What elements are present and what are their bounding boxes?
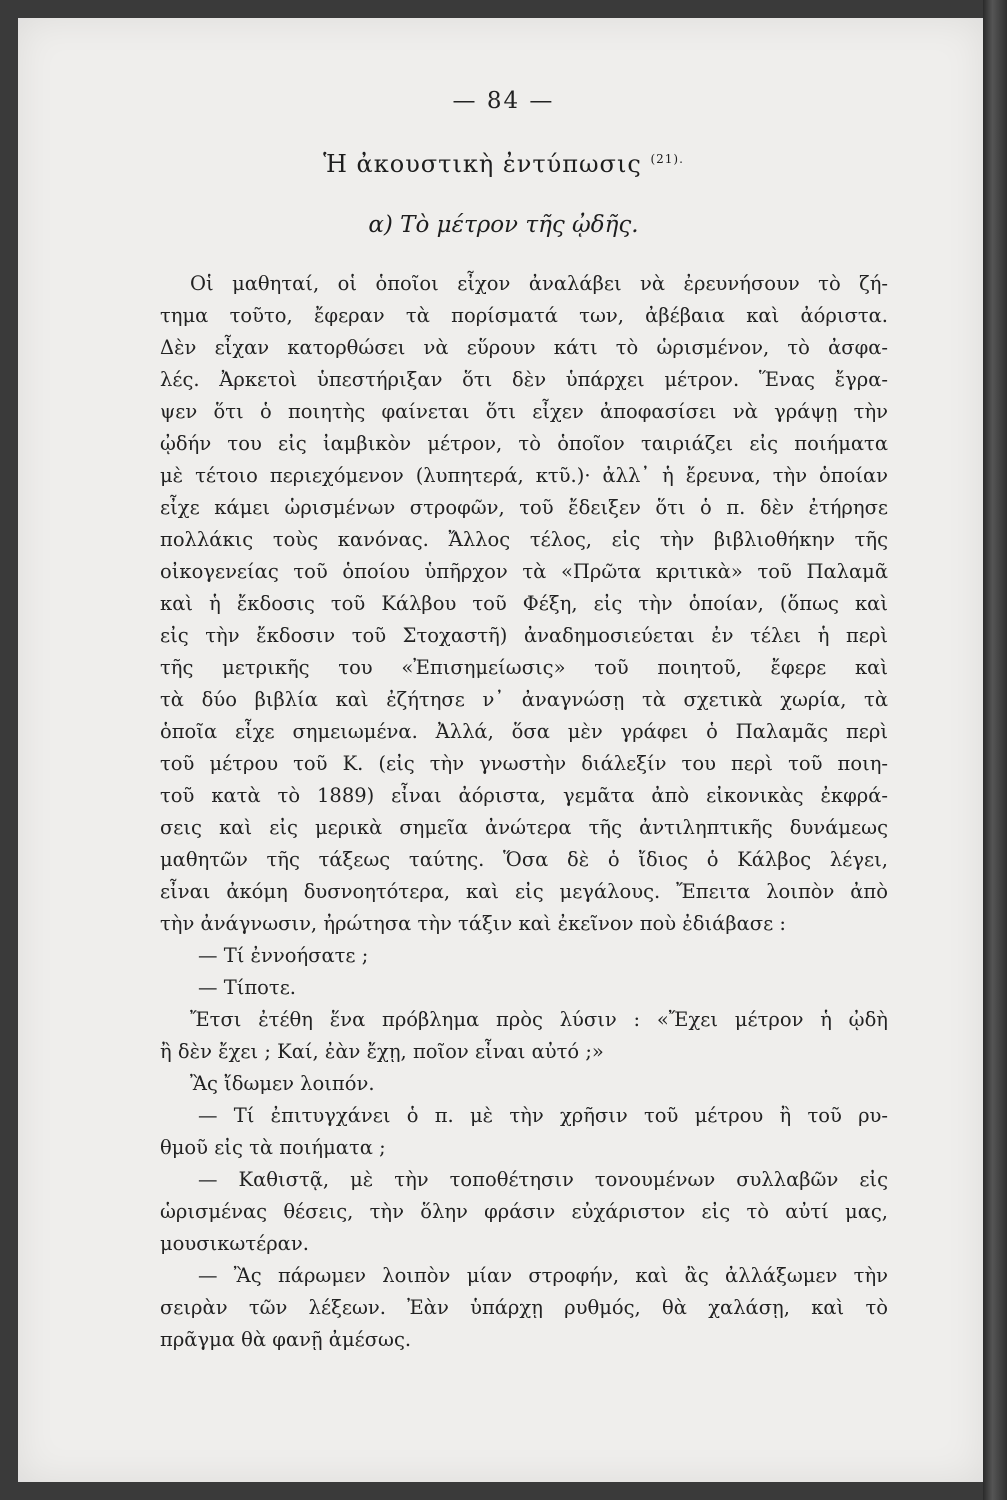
body-text (160, 268, 888, 1356)
text-line: μὲ τέτοιο περιεχόμενον (λυπητερά, κτῦ.)· ἀλλ᾽ ἡ ἔρευνα, τὴν ὁποίαν (160, 464, 888, 487)
text-line: τῆς μετρικῆς του «Ἐπισημείωσις» τοῦ ποιητοῦ, ἔφερε καὶ (160, 656, 888, 679)
text-line: λές. Ἀρκετοὶ ὑπεστήριξαν ὅτι δὲν ὑπάρχει μέτρον. Ἕνας ἔγρα- (160, 368, 888, 391)
text-line: ἢ δὲν ἔχει ; Καί, ἐὰν ἔχῃ, ποῖον εἶναι αὐτό ;» (160, 1040, 604, 1063)
text-line: πρᾶγμα θὰ φανῇ ἀμέσως. (160, 1328, 412, 1351)
text-line: τὴν ἀνάγνωσιν, ἠρώτησα τὴν τάξιν καὶ ἐκεῖνον ποὺ ἐδιάβασε : (160, 912, 786, 935)
dialogue-line: — Ἂς πάρωμεν λοιπὸν μίαν στροφήν, καὶ ἂς ἀλλάξωμεν τὴν (198, 1264, 888, 1287)
text-line: Ἔτσι ἐτέθη ἕνα πρόβλημα πρὸς λύσιν : «Ἔχει μέτρον ἡ ᾠδὴ (190, 1008, 888, 1031)
section-title-text: Ἡ ἀκουστικὴ ἐντύπωσις (323, 150, 642, 178)
text-line: θμοῦ εἰς τὰ ποιήματα ; (160, 1136, 386, 1159)
text-line: τὰ δύο βιβλία καὶ ἐζήτησε ν᾽ ἀναγνώσῃ τὰ σχετικὰ χωρία, τὰ (160, 688, 888, 711)
section-title (0, 150, 1007, 178)
dialogue-line: — Τί ἐπιτυγχάνει ὁ π. μὲ τὴν χρῆσιν τοῦ μέτρου ἢ τοῦ ρυ- (198, 1104, 888, 1127)
text-line: μαθητῶν τῆς τάξεως ταύτης. Ὅσα δὲ ὁ ἴδιος ὁ Κάλβος λέγει, (160, 848, 888, 871)
text-line: ὁποῖα εἶχε σημειωμένα. Ἀλλά, ὅσα μὲν γράφει ὁ Παλαμᾶς περὶ (160, 720, 888, 743)
dialogue-line: — Τίποτε. (198, 976, 296, 999)
text-line: τοῦ μέτρου τοῦ Κ. (εἰς τὴν γνωστὴν διάλεξίν του περὶ τοῦ ποιη- (160, 752, 888, 775)
text-line: Ἂς ἴδωμεν λοιπόν. (190, 1072, 375, 1095)
text-line: τημα τοῦτο, ἔφεραν τὰ πορίσματά των, ἀβέβαια καὶ ἀόριστα. (160, 304, 888, 327)
text-line: Δὲν εἶχαν κατορθώσει νὰ εὕρουν κάτι τὸ ὡρισμένον, τὸ ἀσφα- (160, 336, 888, 359)
text-line: σεις καὶ εἰς μερικὰ σημεῖα ἀνώτερα τῆς ἀντιληπτικῆς δυνάμεως (160, 816, 888, 839)
text-line: μουσικωτέραν. (160, 1232, 309, 1255)
text-line: Οἱ μαθηταί, οἱ ὁποῖοι εἶχον ἀναλάβει νὰ ἐρευνήσουν τὸ ζή- (190, 272, 888, 295)
dialogue-line: — Τί ἐννοήσατε ; (198, 944, 369, 967)
footnote-reference: (21). (650, 152, 684, 166)
dialogue-line: — Καθιστᾷ, μὲ τὴν τοποθέτησιν τονουμένων συλλαβῶν εἰς (198, 1168, 888, 1191)
text-line: εἰς τὴν ἔκδοσιν τοῦ Στοχαστῆ) ἀναδημοσιεύεται ἐν τέλει ἡ περὶ (160, 624, 888, 647)
text-line: καὶ ἡ ἔκδοσις τοῦ Κάλβου τοῦ Φέξη, εἰς τὴν ὁποίαν, (ὅπως καὶ (160, 592, 888, 615)
text-line: σειρὰν τῶν λέξεων. Ἐὰν ὑπάρχῃ ρυθμός, θὰ χαλάσῃ, καὶ τὸ (160, 1296, 888, 1319)
text-line: ᾠδήν του εἰς ἰαμβικὸν μέτρον, τὸ ὁποῖον ταιριάζει εἰς ποιήματα (160, 432, 888, 455)
text-line: εἶχε κάμει ὡρισμένων στροφῶν, τοῦ ἔδειξεν ὅτι ὁ π. δὲν ἐτήρησε (160, 496, 888, 519)
text-line: πολλάκις τοὺς κανόνας. Ἄλλος τέλος, εἰς τὴν βιβλιοθήκην τῆς (160, 528, 888, 551)
text-line: ψεν ὅτι ὁ ποιητὴς φαίνεται ὅτι εἶχεν ἀποφασίσει νὰ γράψῃ τὴν (160, 400, 888, 423)
subsection-title: α) Τὸ μέτρον τῆς ᾠδῆς. (368, 212, 639, 238)
text-line: τοῦ κατὰ τὸ 1889) εἶναι ἀόριστα, γεμᾶτα ἀπὸ εἰκονικὰς ἐκφρά- (160, 784, 888, 807)
text-line: εἶναι ἀκόμη δυσνοητότερα, καὶ εἰς μεγάλους. Ἔπειτα λοιπὸν ἀπὸ (160, 880, 888, 903)
text-line: ὡρισμένας θέσεις, τὴν ὅλην φράσιν εὐχάριστον εἰς τὸ αὐτί μας, (160, 1200, 888, 1223)
page-number: — 84 — (452, 88, 555, 114)
text-line: οἰκογενείας τοῦ ὁποίου ὑπῆρχον τὰ «Πρῶτα κριτικὰ» τοῦ Παλαμᾶ (160, 560, 888, 583)
